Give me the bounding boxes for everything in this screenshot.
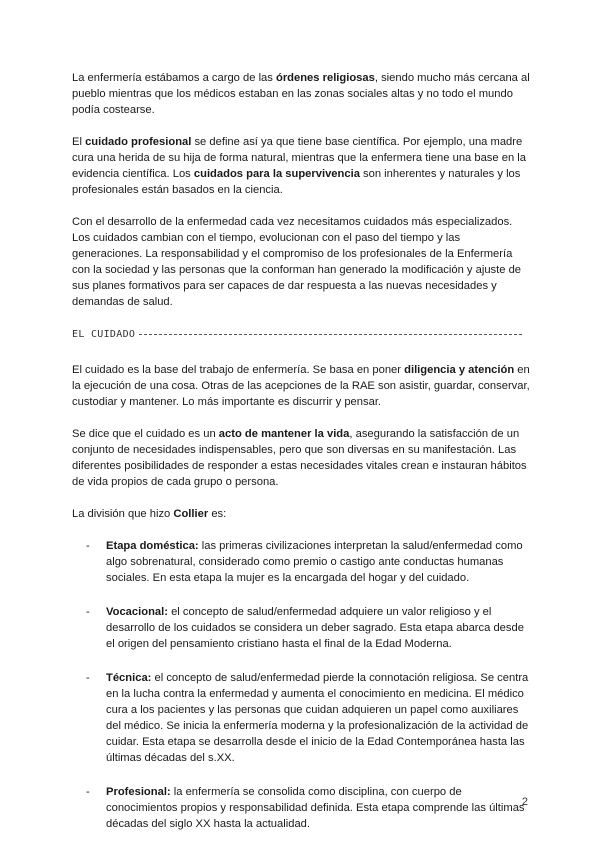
list-dash: -	[86, 540, 90, 552]
list-term: Profesional:	[106, 786, 171, 798]
paragraph-ordenes-religiosas: La enfermería estábamos a cargo de las órdenes religiosas, siendo mucho más cercana al pueblo mientras que los médicos estaban en las zonas sociales altas y no todo el mundo podía costearse.	[72, 72, 530, 116]
paragraph-base-trabajo: El cuidado es la base del trabajo de enfermería. Se basa en poner diligencia y atención en la ejecución de una cosa. Otras de las acepciones de la RAE son asistir, guardar, conservar, custodiar y mantener. Lo más importante es discurrir y pensar.	[72, 364, 530, 408]
list-term: Vocacional:	[106, 606, 168, 618]
list-text: las primeras civilizaciones interpretan la salud/enfermedad como algo sobrenatural, considerado como premio o castigo ante conductas humanas sociales. En esta etapa la mujer es la encargada del hogar y del cuidado.	[106, 540, 523, 584]
paragraph-desarrollo-enfermedad: Con el desarrollo de la enfermedad cada vez necesitamos cuidados más especializados. Los cuidados cambian con el tiempo, evolucionan con el paso del tiempo y las generaciones. La responsabilidad y el compromiso de los profesionales de la Enfermería con la sociedad y las personas que la conforman han generado la modificación y ajuste de sus planes formativos para ser capaces de dar respuesta a las nuevas necesidades y demandas de salud.	[72, 216, 522, 308]
list-item	[72, 670, 530, 766]
list-dash: -	[86, 606, 90, 618]
list-term: Técnica:	[106, 672, 152, 684]
section-heading	[72, 326, 530, 342]
list-dash: -	[86, 672, 90, 684]
paragraph-division-collier: La división que hizo Collier es:	[72, 508, 227, 520]
section-heading-title: EL CUIDADO	[72, 328, 136, 340]
list-text: el concepto de salud/enfermedad adquiere un valor religioso y el desarrollo de los cuidados se considera un deber sagrado. Esta etapa abarca desde el origen del pensamiento cristiano hasta el final de la Edad Moderna.	[106, 606, 524, 650]
page-number: 2	[521, 796, 528, 808]
list-text: la enfermería se consolida como disciplina, con cuerpo de conocimientos propios y responsabilidad definida. Esta etapa comprende las últimas décadas del siglo XX hasta la actualidad.	[106, 786, 525, 830]
list-item	[72, 538, 530, 586]
stages-list	[72, 538, 530, 832]
document-page	[72, 70, 530, 850]
list-dash: -	[86, 786, 90, 798]
list-item	[72, 784, 530, 832]
list-item	[72, 604, 530, 652]
list-term: Etapa doméstica:	[106, 540, 199, 552]
list-text: el concepto de salud/enfermedad pierde la connotación religiosa. Se centra en la lucha contra la enfermedad y aumenta el conocimiento en medicina. El médico cura a los pacientes y las personas que cuidan adquieren un papel como auxiliares del médico. Se inicia la enfermería moderna y la profesionalización de la actividad de cuidar. Esta etapa se desarrolla desde el inicio de la Edad Contemporánea hasta las últimas décadas del s.XX.	[106, 672, 529, 764]
paragraph-cuidado-profesional: El cuidado profesional se define así ya que tiene base científica. Por ejemplo, una madre cura una herida de su hija de forma natural, mientras que la enfermera tiene una base en la evidencia científica. Los cuidados para la supervivencia son inherentes y naturales y los profesionales están basados en la ciencia.	[72, 136, 526, 196]
paragraph-acto-mantener-vida: Se dice que el cuidado es un acto de mantener la vida, asegurando la satisfacción de un conjunto de necesidades indispensables, pero que son diversas en su manifestación. Las diferentes posibilidades de responder a estas necesidades vitales crean e instauran hábitos de vida propios de cada grupo o persona.	[72, 428, 527, 488]
section-heading-rule	[139, 334, 522, 335]
